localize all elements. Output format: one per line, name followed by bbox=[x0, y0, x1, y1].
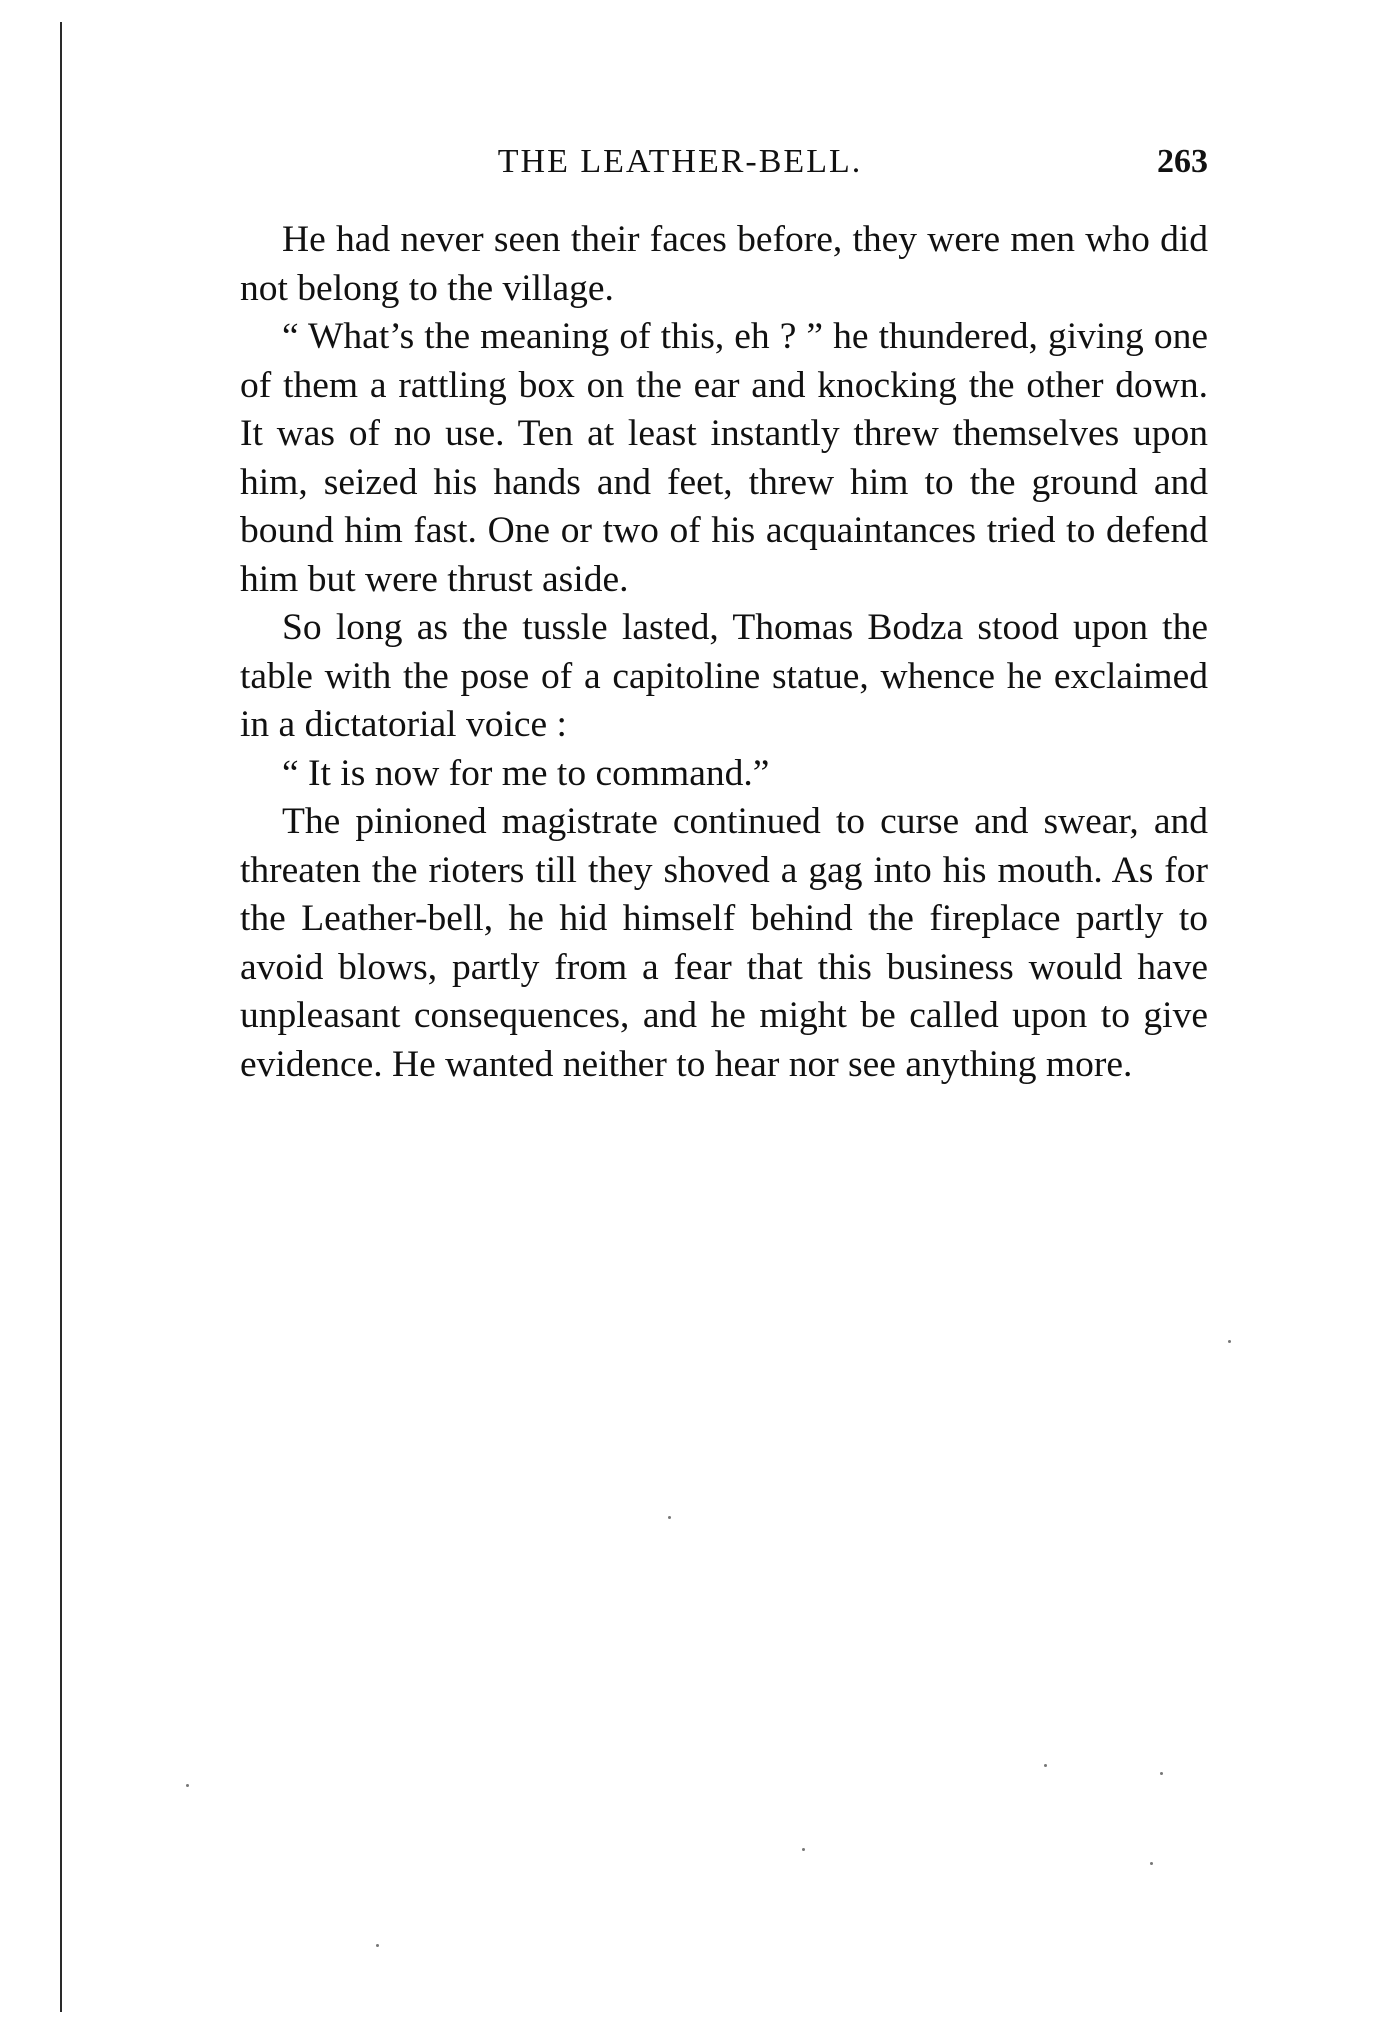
paragraph-3: So long as the tussle lasted, Thomas Bodza stood upon the table with the pose of a capitoline statue, whence he exclaimed in a dictatorial voice : bbox=[240, 607, 1208, 745]
running-head bbox=[240, 140, 1208, 184]
scan-speck bbox=[1150, 1862, 1153, 1865]
page-number: 263 bbox=[1157, 143, 1208, 180]
paragraph-1: He had never seen their faces before, they were men who did not belong to the village. bbox=[240, 219, 1208, 309]
scan-speck bbox=[802, 1848, 805, 1851]
running-title: THE LEATHER-BELL. bbox=[497, 143, 863, 180]
scan-speck bbox=[186, 1784, 189, 1787]
scan-speck bbox=[668, 1516, 671, 1519]
scan-speck bbox=[1044, 1764, 1047, 1767]
paragraph-2: “ What’s the meaning of this, eh ? ” he thundered, giving one of them a rattling box on the ear and knocking the other down. It was of no use. Ten at least instantly threw themselves upon him, seized his hands and feet, threw him to the ground and bound him fast. One or two of his acquaintances tried to defend him but were thrust aside. bbox=[240, 316, 1208, 600]
paragraph-5: The pinioned magistrate continued to curse and swear, and threaten the rioters till they shoved a gag into his mouth. As for the Leather-bell, he hid himself behind the fireplace partly to avoid blows, partly from a fear that this business would have unpleasant consequences, and he might be called upon to give evidence. He wanted neither to hear nor see anything more. bbox=[240, 801, 1208, 1085]
scan-speck bbox=[376, 1944, 379, 1947]
scan-speck bbox=[1228, 1340, 1231, 1343]
page-binding-edge bbox=[60, 22, 62, 2012]
scan-speck bbox=[1160, 1772, 1163, 1775]
paragraph-4: “ It is now for me to command.” bbox=[282, 752, 770, 794]
body-text bbox=[240, 216, 1208, 1089]
